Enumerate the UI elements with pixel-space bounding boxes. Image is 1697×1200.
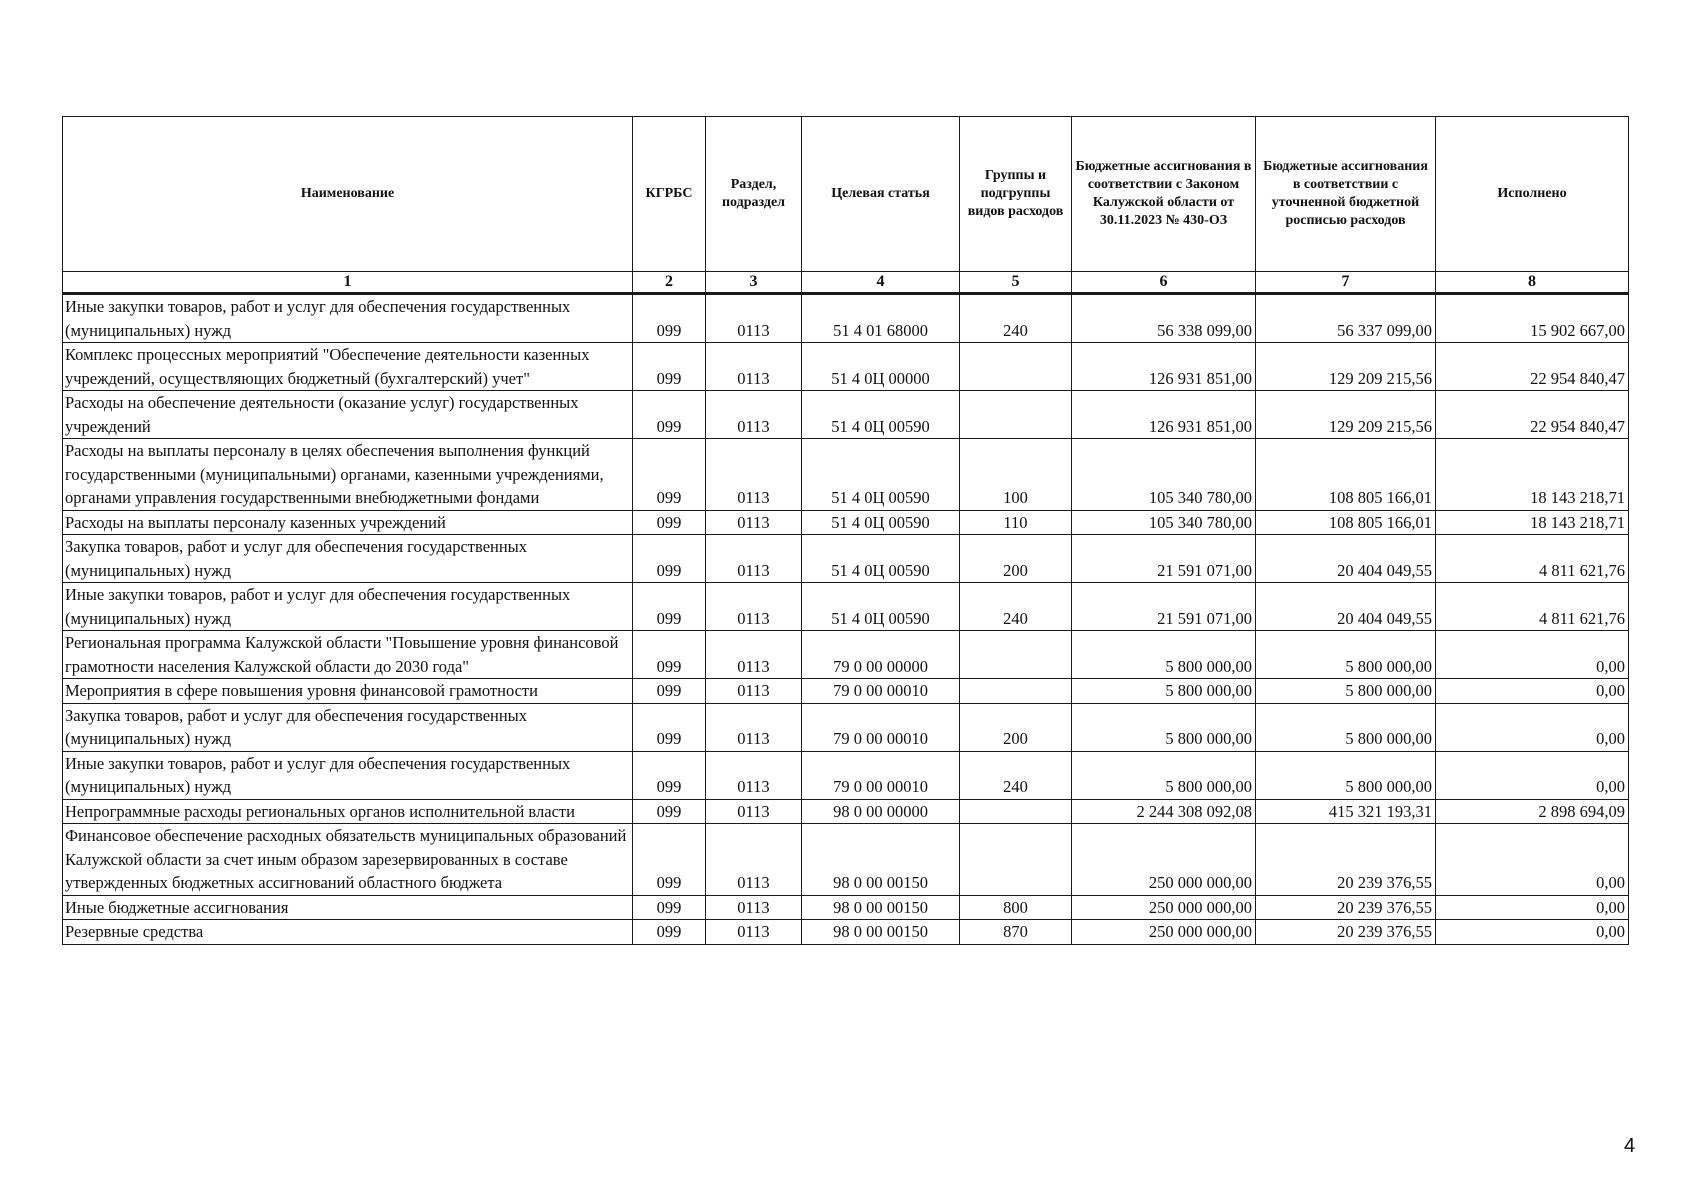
row-expense-group: 100 [960,439,1072,511]
row-section: 0113 [706,703,802,751]
table-row [63,535,1629,583]
table-row [63,824,1629,896]
row-expense-group: 870 [960,920,1072,945]
row-refined-allocation: 108 805 166,01 [1256,439,1436,511]
row-name: Иные закупки товаров, работ и услуг для обеспечения государственных (муниципальных) нужд [63,583,633,631]
row-kgrbs: 099 [633,631,706,679]
row-target-article: 79 0 00 00010 [802,679,960,704]
row-section: 0113 [706,679,802,704]
row-kgrbs: 099 [633,391,706,439]
row-target-article: 98 0 00 00150 [802,920,960,945]
row-executed: 0,00 [1436,703,1629,751]
row-expense-group [960,343,1072,391]
row-target-article: 79 0 00 00010 [802,703,960,751]
row-kgrbs: 099 [633,294,706,343]
row-executed: 0,00 [1436,824,1629,896]
column-number: 6 [1072,272,1256,294]
row-law-allocation: 56 338 099,00 [1072,294,1256,343]
row-expense-group: 240 [960,751,1072,799]
row-executed: 4 811 621,76 [1436,583,1629,631]
column-number: 2 [633,272,706,294]
row-executed: 4 811 621,76 [1436,535,1629,583]
row-expense-group: 800 [960,895,1072,920]
row-executed: 18 143 218,71 [1436,439,1629,511]
row-law-allocation: 5 800 000,00 [1072,751,1256,799]
row-name: Резервные средства [63,920,633,945]
table-row [63,343,1629,391]
row-name: Непрограммные расходы региональных органов исполнительной власти [63,799,633,824]
budget-execution-table [62,116,1629,945]
header-expense-groups: Группы и подгруппы видов расходов [960,117,1072,272]
row-expense-group [960,799,1072,824]
row-law-allocation: 250 000 000,00 [1072,824,1256,896]
row-law-allocation: 250 000 000,00 [1072,920,1256,945]
row-executed: 22 954 840,47 [1436,391,1629,439]
table-row [63,391,1629,439]
row-refined-allocation: 129 209 215,56 [1256,391,1436,439]
row-section: 0113 [706,510,802,535]
row-kgrbs: 099 [633,343,706,391]
row-executed: 22 954 840,47 [1436,343,1629,391]
row-name: Закупка товаров, работ и услуг для обеспечения государственных (муниципальных) нужд [63,703,633,751]
header-law-allocations: Бюджетные ассигнования в соответствии с Законом Калужской области от 30.11.2023 № 430-ОЗ [1072,117,1256,272]
row-kgrbs: 099 [633,703,706,751]
row-executed: 15 902 667,00 [1436,294,1629,343]
row-section: 0113 [706,631,802,679]
row-section: 0113 [706,799,802,824]
row-kgrbs: 099 [633,510,706,535]
row-expense-group: 110 [960,510,1072,535]
table-row [63,679,1629,704]
row-expense-group: 240 [960,583,1072,631]
row-refined-allocation: 20 404 049,55 [1256,583,1436,631]
row-executed: 0,00 [1436,631,1629,679]
column-number: 5 [960,272,1072,294]
row-kgrbs: 099 [633,439,706,511]
table-row [63,631,1629,679]
row-target-article: 98 0 00 00000 [802,799,960,824]
header-executed: Исполнено [1436,117,1629,272]
row-law-allocation: 5 800 000,00 [1072,631,1256,679]
table-row [63,583,1629,631]
row-section: 0113 [706,920,802,945]
row-expense-group [960,631,1072,679]
column-number: 1 [63,272,633,294]
header-kgrbs: КГРБС [633,117,706,272]
row-kgrbs: 099 [633,679,706,704]
table-row [63,703,1629,751]
header-name: Наименование [63,117,633,272]
row-name: Расходы на выплаты персоналу казенных учреждений [63,510,633,535]
row-section: 0113 [706,751,802,799]
row-refined-allocation: 5 800 000,00 [1256,703,1436,751]
row-executed: 0,00 [1436,679,1629,704]
table-row [63,751,1629,799]
row-law-allocation: 21 591 071,00 [1072,535,1256,583]
header-section: Раздел, подраздел [706,117,802,272]
table-row [63,439,1629,511]
row-refined-allocation: 56 337 099,00 [1256,294,1436,343]
table-row [63,920,1629,945]
row-name: Мероприятия в сфере повышения уровня финансовой грамотности [63,679,633,704]
row-law-allocation: 126 931 851,00 [1072,391,1256,439]
table-body [63,294,1629,945]
row-kgrbs: 099 [633,751,706,799]
row-executed: 18 143 218,71 [1436,510,1629,535]
row-name: Расходы на обеспечение деятельности (оказание услуг) государственных учреждений [63,391,633,439]
row-name: Иные закупки товаров, работ и услуг для обеспечения государственных (муниципальных) нужд [63,751,633,799]
header-refined-allocations: Бюджетные ассигнования в соответствии с уточненной бюджетной росписью расходов [1256,117,1436,272]
row-refined-allocation: 129 209 215,56 [1256,343,1436,391]
row-refined-allocation: 415 321 193,31 [1256,799,1436,824]
column-number: 7 [1256,272,1436,294]
row-target-article: 51 4 0Ц 00590 [802,439,960,511]
budget-table-container [62,116,1628,945]
row-section: 0113 [706,824,802,896]
row-section: 0113 [706,535,802,583]
row-executed: 0,00 [1436,895,1629,920]
row-section: 0113 [706,391,802,439]
row-law-allocation: 105 340 780,00 [1072,439,1256,511]
header-target-article: Целевая статья [802,117,960,272]
row-refined-allocation: 5 800 000,00 [1256,751,1436,799]
row-expense-group [960,391,1072,439]
row-name: Иные закупки товаров, работ и услуг для обеспечения государственных (муниципальных) нужд [63,294,633,343]
row-law-allocation: 105 340 780,00 [1072,510,1256,535]
row-name: Иные бюджетные ассигнования [63,895,633,920]
row-section: 0113 [706,439,802,511]
row-kgrbs: 099 [633,799,706,824]
row-target-article: 51 4 0Ц 00590 [802,583,960,631]
row-target-article: 98 0 00 00150 [802,824,960,896]
row-executed: 0,00 [1436,920,1629,945]
row-name: Расходы на выплаты персоналу в целях обеспечения выполнения функций государственными (муниципальными) органами, казенными учреждениями, органами управления государственными внебюджетными фондами [63,439,633,511]
row-refined-allocation: 5 800 000,00 [1256,679,1436,704]
row-refined-allocation: 5 800 000,00 [1256,631,1436,679]
row-expense-group: 200 [960,703,1072,751]
column-number-row [63,272,1629,294]
table-row [63,895,1629,920]
row-name: Комплекс процессных мероприятий "Обеспечение деятельности казенных учреждений, осуществляющих бюджетный (бухгалтерский) учет" [63,343,633,391]
row-section: 0113 [706,343,802,391]
row-refined-allocation: 108 805 166,01 [1256,510,1436,535]
row-kgrbs: 099 [633,583,706,631]
column-number: 4 [802,272,960,294]
row-executed: 0,00 [1436,751,1629,799]
row-kgrbs: 099 [633,920,706,945]
row-executed: 2 898 694,09 [1436,799,1629,824]
page-number: 4 [1624,1135,1636,1157]
row-refined-allocation: 20 404 049,55 [1256,535,1436,583]
row-target-article: 79 0 00 00000 [802,631,960,679]
row-refined-allocation: 20 239 376,55 [1256,895,1436,920]
row-expense-group: 240 [960,294,1072,343]
row-target-article: 98 0 00 00150 [802,895,960,920]
row-law-allocation: 21 591 071,00 [1072,583,1256,631]
row-section: 0113 [706,583,802,631]
row-section: 0113 [706,294,802,343]
row-law-allocation: 250 000 000,00 [1072,895,1256,920]
row-law-allocation: 5 800 000,00 [1072,703,1256,751]
row-law-allocation: 126 931 851,00 [1072,343,1256,391]
row-target-article: 51 4 0Ц 00590 [802,535,960,583]
row-target-article: 51 4 0Ц 00590 [802,391,960,439]
table-row [63,294,1629,343]
row-target-article: 51 4 0Ц 00000 [802,343,960,391]
column-number: 8 [1436,272,1629,294]
row-expense-group [960,824,1072,896]
table-row [63,510,1629,535]
row-section: 0113 [706,895,802,920]
row-expense-group: 200 [960,535,1072,583]
header-row [63,117,1629,272]
row-kgrbs: 099 [633,824,706,896]
row-refined-allocation: 20 239 376,55 [1256,824,1436,896]
table-row [63,799,1629,824]
row-expense-group [960,679,1072,704]
row-law-allocation: 5 800 000,00 [1072,679,1256,704]
row-target-article: 79 0 00 00010 [802,751,960,799]
row-target-article: 51 4 0Ц 00590 [802,510,960,535]
row-kgrbs: 099 [633,535,706,583]
column-number: 3 [706,272,802,294]
row-law-allocation: 2 244 308 092,08 [1072,799,1256,824]
row-kgrbs: 099 [633,895,706,920]
row-name: Финансовое обеспечение расходных обязательств муниципальных образований Калужской области за счет иным образом зарезервированных в составе утвержденных бюджетных ассигнований областного бюджета [63,824,633,896]
row-name: Региональная программа Калужской области "Повышение уровня финансовой грамотности населения Калужской области до 2030 года" [63,631,633,679]
row-refined-allocation: 20 239 376,55 [1256,920,1436,945]
row-name: Закупка товаров, работ и услуг для обеспечения государственных (муниципальных) нужд [63,535,633,583]
row-target-article: 51 4 01 68000 [802,294,960,343]
